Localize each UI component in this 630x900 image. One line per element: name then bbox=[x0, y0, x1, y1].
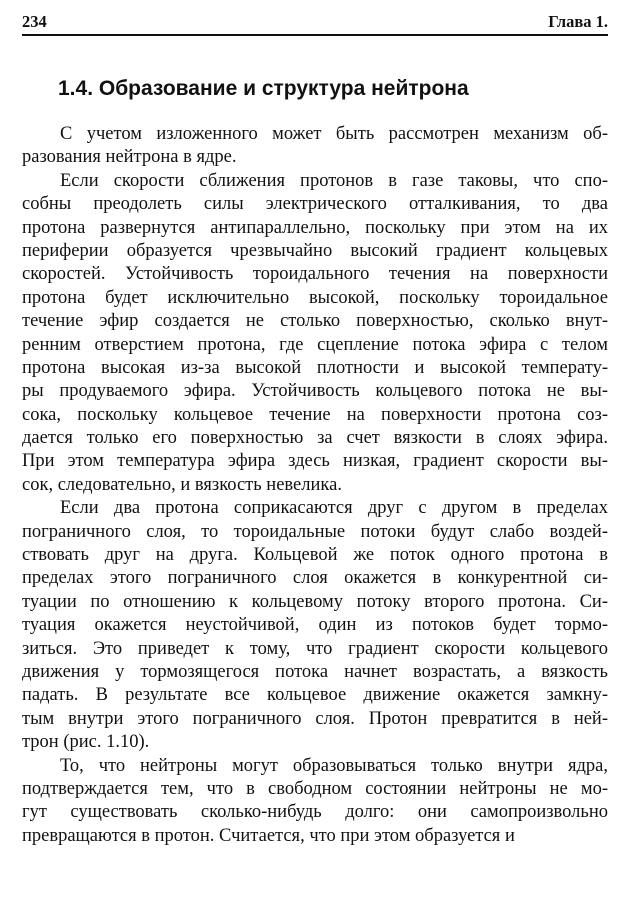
text-line: скоростей. Устойчивость тороидального течения на поверхности bbox=[22, 264, 608, 285]
text-line: То, что нейтроны могут образовываться только внутри ядра, bbox=[60, 755, 608, 776]
text-line: подтверждается тем, что в свободном состоянии нейтроны не мо- bbox=[22, 778, 608, 799]
text-line: дается только его поверхностью за счет вязкости в слоях эфира. bbox=[22, 428, 608, 449]
text-line: собны преодолеть силы электрического отталкивания, то два bbox=[22, 194, 608, 215]
text-line: ренним отверстием протона, где сцепление потока эфира с телом bbox=[22, 334, 608, 355]
text-line: ствовать друг на друга. Кольцевой же поток одного протона в bbox=[22, 545, 608, 566]
text-line: При этом температура эфира здесь низкая, градиент скорости вы- bbox=[22, 451, 608, 472]
text-line: протона развернутся антипараллельно, поскольку при этом на их bbox=[22, 217, 608, 238]
text-line: сока, поскольку кольцевое течение на поверхности протона соз- bbox=[22, 404, 608, 425]
text-line: зиться. Это приведет к тому, что градиент скорости кольцевого bbox=[22, 638, 608, 659]
text-line: С учетом изложенного может быть рассмотрен механизм об- bbox=[60, 124, 608, 144]
text-line: превращаются в протон. Считается, что при этом образуется и bbox=[22, 825, 515, 846]
text-line: туации по отношению к кольцевому потоку второго протона. Си- bbox=[22, 591, 608, 612]
paragraph bbox=[22, 497, 608, 754]
text-line: тым внутри этого пограничного слоя. Протон превратится в ней- bbox=[22, 708, 608, 729]
chapter-label: Глава 1. bbox=[548, 12, 608, 31]
text-line: движения у тормозящегося потока начнет возрастать, а вязкость bbox=[22, 661, 608, 682]
text-line: Если два протона соприкасаются друг с другом в пределах bbox=[60, 498, 608, 519]
text-line: протона высокая из-за высокой плотности и высокой температу- bbox=[22, 357, 608, 378]
text-line: течение эфир создается не столько поверхностью, сколько внут- bbox=[22, 311, 608, 332]
paragraph bbox=[22, 123, 608, 170]
text-line: протона будет исключительно высокой, поскольку тороидальное bbox=[22, 287, 608, 308]
text-line: трон (рис. 1.10). bbox=[22, 732, 150, 753]
text-line: периферии образуется чрезвычайно высокий градиент кольцевых bbox=[22, 240, 608, 261]
body-text bbox=[22, 123, 608, 848]
text-line: туация окажется неустойчивой, один из потоков будет тормо- bbox=[22, 615, 608, 636]
paragraph bbox=[22, 170, 608, 497]
running-header bbox=[22, 10, 608, 36]
text-line: ры продуваемого эфира. Устойчивость кольцевого потока не вы- bbox=[22, 381, 608, 402]
text-line: Если скорости сближения протонов в газе таковы, что спо- bbox=[60, 170, 608, 191]
book-page bbox=[22, 0, 608, 900]
section-title: 1.4. Образование и структура нейтрона bbox=[58, 77, 469, 100]
text-line: разования нейтрона в ядре. bbox=[22, 147, 237, 168]
text-line: пограничного слоя, то тороидальные потоки будут слабо воздей- bbox=[22, 521, 608, 542]
text-line: гут существовать сколько-нибудь долго: они самопроизвольно bbox=[22, 802, 608, 823]
text-line: падать. В результате все кольцевое движение окажется замкну- bbox=[22, 685, 608, 706]
text-line: пределах этого пограничного слоя окажется в конкурентной си- bbox=[22, 568, 608, 589]
page-number: 234 bbox=[22, 12, 47, 31]
text-line: сок, следовательно, и вязкость невелика. bbox=[22, 474, 342, 495]
paragraph bbox=[22, 755, 608, 849]
